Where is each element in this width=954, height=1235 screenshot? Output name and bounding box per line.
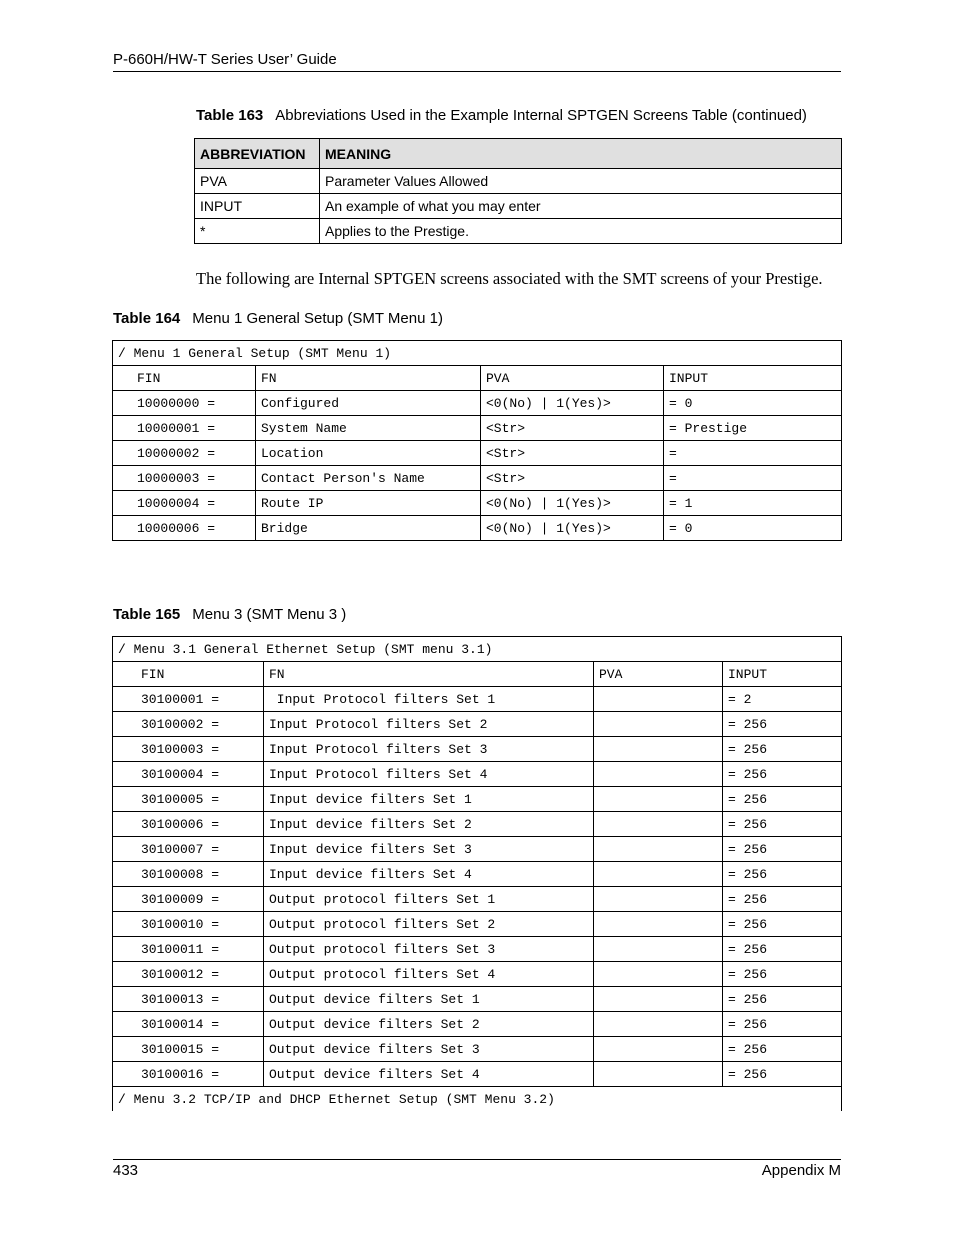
input-cell: =	[664, 441, 842, 466]
section-title: / Menu 3.2 TCP/IP and DHCP Ethernet Setup (SMT Menu 3.2)	[113, 1087, 842, 1112]
table-164-number: Table 164	[113, 310, 181, 327]
fn-cell: Bridge	[256, 516, 481, 541]
fn-cell: Location	[256, 441, 481, 466]
table-row	[113, 391, 842, 416]
table-row	[113, 687, 842, 712]
section-title-row	[113, 1087, 842, 1112]
fin-cell: 30100010 =	[113, 912, 264, 937]
fin-cell: 30100008 =	[113, 862, 264, 887]
col-header-fin: FIN	[113, 662, 264, 687]
fn-cell: Output device filters Set 1	[264, 987, 594, 1012]
table-row	[113, 516, 842, 541]
pva-cell	[594, 737, 723, 762]
fin-cell: 30100007 =	[113, 837, 264, 862]
pva-cell	[594, 937, 723, 962]
intro-paragraph: The following are Internal SPTGEN screens associated with the SMT screens of your Prestige.	[196, 269, 823, 288]
page-number: 433	[113, 1162, 139, 1179]
table-165-number: Table 165	[113, 606, 181, 623]
input-cell: = 256	[723, 1037, 842, 1062]
table-row	[113, 466, 842, 491]
input-cell: = 256	[723, 737, 842, 762]
input-cell: = 256	[723, 787, 842, 812]
pva-cell: <Str>	[481, 416, 664, 441]
fn-cell: Input Protocol filters Set 4	[264, 762, 594, 787]
table-row	[113, 962, 842, 987]
table-165-caption	[113, 606, 346, 623]
column-header-row	[113, 366, 842, 391]
input-cell: = 256	[723, 962, 842, 987]
table-163-caption	[196, 107, 807, 124]
col-header-abbreviation: ABBREVIATION	[195, 139, 320, 169]
fin-cell: 30100014 =	[113, 1012, 264, 1037]
input-cell: = Prestige	[664, 416, 842, 441]
pva-cell	[594, 762, 723, 787]
fin-cell: 30100012 =	[113, 962, 264, 987]
table-row	[113, 1037, 842, 1062]
column-header-row	[113, 662, 842, 687]
fin-cell: 30100009 =	[113, 887, 264, 912]
col-header-meaning: MEANING	[320, 139, 842, 169]
table-row	[113, 712, 842, 737]
col-header-input: INPUT	[723, 662, 842, 687]
input-cell: = 256	[723, 937, 842, 962]
table-row	[195, 219, 842, 244]
input-cell: = 256	[723, 912, 842, 937]
input-cell: = 256	[723, 887, 842, 912]
fn-cell: Output device filters Set 3	[264, 1037, 594, 1062]
pva-cell: <0(No) | 1(Yes)>	[481, 516, 664, 541]
input-cell: = 256	[723, 862, 842, 887]
abbreviation-cell: INPUT	[195, 194, 320, 219]
pva-cell	[594, 1062, 723, 1087]
fn-cell: Output device filters Set 2	[264, 1012, 594, 1037]
pva-cell	[594, 987, 723, 1012]
fn-cell: Route IP	[256, 491, 481, 516]
fn-cell: Input Protocol filters Set 1	[264, 687, 594, 712]
meaning-cell: Applies to the Prestige.	[320, 219, 842, 244]
abbreviation-cell: PVA	[195, 169, 320, 194]
col-header-fn: FN	[264, 662, 594, 687]
pva-cell	[594, 1012, 723, 1037]
input-cell: = 0	[664, 391, 842, 416]
running-header: P-660H/HW-T Series User’ Guide	[113, 51, 337, 68]
pva-cell	[594, 887, 723, 912]
table-row	[113, 1012, 842, 1037]
input-cell: = 256	[723, 1062, 842, 1087]
fin-cell: 10000001 =	[113, 416, 256, 441]
section-title: / Menu 1 General Setup (SMT Menu 1)	[113, 341, 842, 366]
fin-cell: 30100011 =	[113, 937, 264, 962]
col-header-fin: FIN	[113, 366, 256, 391]
table-row	[113, 762, 842, 787]
table-row	[195, 169, 842, 194]
input-cell: = 1	[664, 491, 842, 516]
table-header-row	[195, 139, 842, 169]
fn-cell: Input Protocol filters Set 3	[264, 737, 594, 762]
fin-cell: 30100013 =	[113, 987, 264, 1012]
pva-cell	[594, 1037, 723, 1062]
meaning-cell: An example of what you may enter	[320, 194, 842, 219]
input-cell: = 256	[723, 837, 842, 862]
table-row	[113, 912, 842, 937]
pva-cell: <Str>	[481, 466, 664, 491]
fin-cell: 10000003 =	[113, 466, 256, 491]
fn-cell: Input device filters Set 4	[264, 862, 594, 887]
table-row	[113, 837, 842, 862]
pva-cell: <Str>	[481, 441, 664, 466]
table-165	[112, 636, 842, 1111]
fin-cell: 30100004 =	[113, 762, 264, 787]
fn-cell: Configured	[256, 391, 481, 416]
pva-cell	[594, 787, 723, 812]
footer-rule	[113, 1159, 841, 1160]
fin-cell: 30100002 =	[113, 712, 264, 737]
meaning-cell: Parameter Values Allowed	[320, 169, 842, 194]
fn-cell: Input device filters Set 3	[264, 837, 594, 862]
fn-cell: Output protocol filters Set 1	[264, 887, 594, 912]
input-cell: = 256	[723, 987, 842, 1012]
col-header-fn: FN	[256, 366, 481, 391]
footer-section: Appendix M	[761, 1162, 841, 1179]
table-row	[113, 491, 842, 516]
col-header-pva: PVA	[594, 662, 723, 687]
fin-cell: 30100001 =	[113, 687, 264, 712]
fin-cell: 30100005 =	[113, 787, 264, 812]
section-title: / Menu 3.1 General Ethernet Setup (SMT menu 3.1)	[113, 637, 842, 662]
table-row	[113, 441, 842, 466]
fin-cell: 10000002 =	[113, 441, 256, 466]
fin-cell: 30100006 =	[113, 812, 264, 837]
pva-cell	[594, 812, 723, 837]
pva-cell	[594, 712, 723, 737]
section-title-row	[113, 341, 842, 366]
table-163-title: Abbreviations Used in the Example Internal SPTGEN Screens Table (continued)	[275, 107, 807, 124]
table-row	[113, 812, 842, 837]
abbreviation-cell: *	[195, 219, 320, 244]
fn-cell: System Name	[256, 416, 481, 441]
input-cell: =	[664, 466, 842, 491]
fin-cell: 30100016 =	[113, 1062, 264, 1087]
input-cell: = 256	[723, 812, 842, 837]
pva-cell	[594, 862, 723, 887]
table-row	[113, 987, 842, 1012]
table-row	[113, 862, 842, 887]
header-rule	[113, 71, 841, 72]
table-row	[113, 1062, 842, 1087]
col-header-input: INPUT	[664, 366, 842, 391]
table-row	[113, 416, 842, 441]
col-header-pva: PVA	[481, 366, 664, 391]
fn-cell: Input device filters Set 2	[264, 812, 594, 837]
fin-cell: 30100015 =	[113, 1037, 264, 1062]
table-row	[195, 194, 842, 219]
fn-cell: Contact Person's Name	[256, 466, 481, 491]
pva-cell	[594, 837, 723, 862]
pva-cell	[594, 962, 723, 987]
table-163	[194, 138, 842, 244]
fin-cell: 30100003 =	[113, 737, 264, 762]
input-cell: = 256	[723, 762, 842, 787]
table-163-number: Table 163	[196, 107, 264, 124]
fin-cell: 10000006 =	[113, 516, 256, 541]
table-164	[112, 340, 842, 541]
pva-cell: <0(No) | 1(Yes)>	[481, 391, 664, 416]
input-cell: = 2	[723, 687, 842, 712]
table-165-title: Menu 3 (SMT Menu 3 )	[192, 606, 347, 623]
input-cell: = 256	[723, 1012, 842, 1037]
fn-cell: Input device filters Set 1	[264, 787, 594, 812]
pva-cell: <0(No) | 1(Yes)>	[481, 491, 664, 516]
input-cell: = 256	[723, 712, 842, 737]
table-row	[113, 737, 842, 762]
section-title-row	[113, 637, 842, 662]
fin-cell: 10000004 =	[113, 491, 256, 516]
pva-cell	[594, 912, 723, 937]
table-164-title: Menu 1 General Setup (SMT Menu 1)	[192, 310, 443, 327]
fin-cell: 10000000 =	[113, 391, 256, 416]
fn-cell: Output device filters Set 4	[264, 1062, 594, 1087]
fn-cell: Input Protocol filters Set 2	[264, 712, 594, 737]
table-164-caption	[113, 310, 443, 327]
input-cell: = 0	[664, 516, 842, 541]
fn-cell: Output protocol filters Set 2	[264, 912, 594, 937]
fn-cell: Output protocol filters Set 3	[264, 937, 594, 962]
table-row	[113, 937, 842, 962]
fn-cell: Output protocol filters Set 4	[264, 962, 594, 987]
pva-cell	[594, 687, 723, 712]
table-row	[113, 887, 842, 912]
table-row	[113, 787, 842, 812]
